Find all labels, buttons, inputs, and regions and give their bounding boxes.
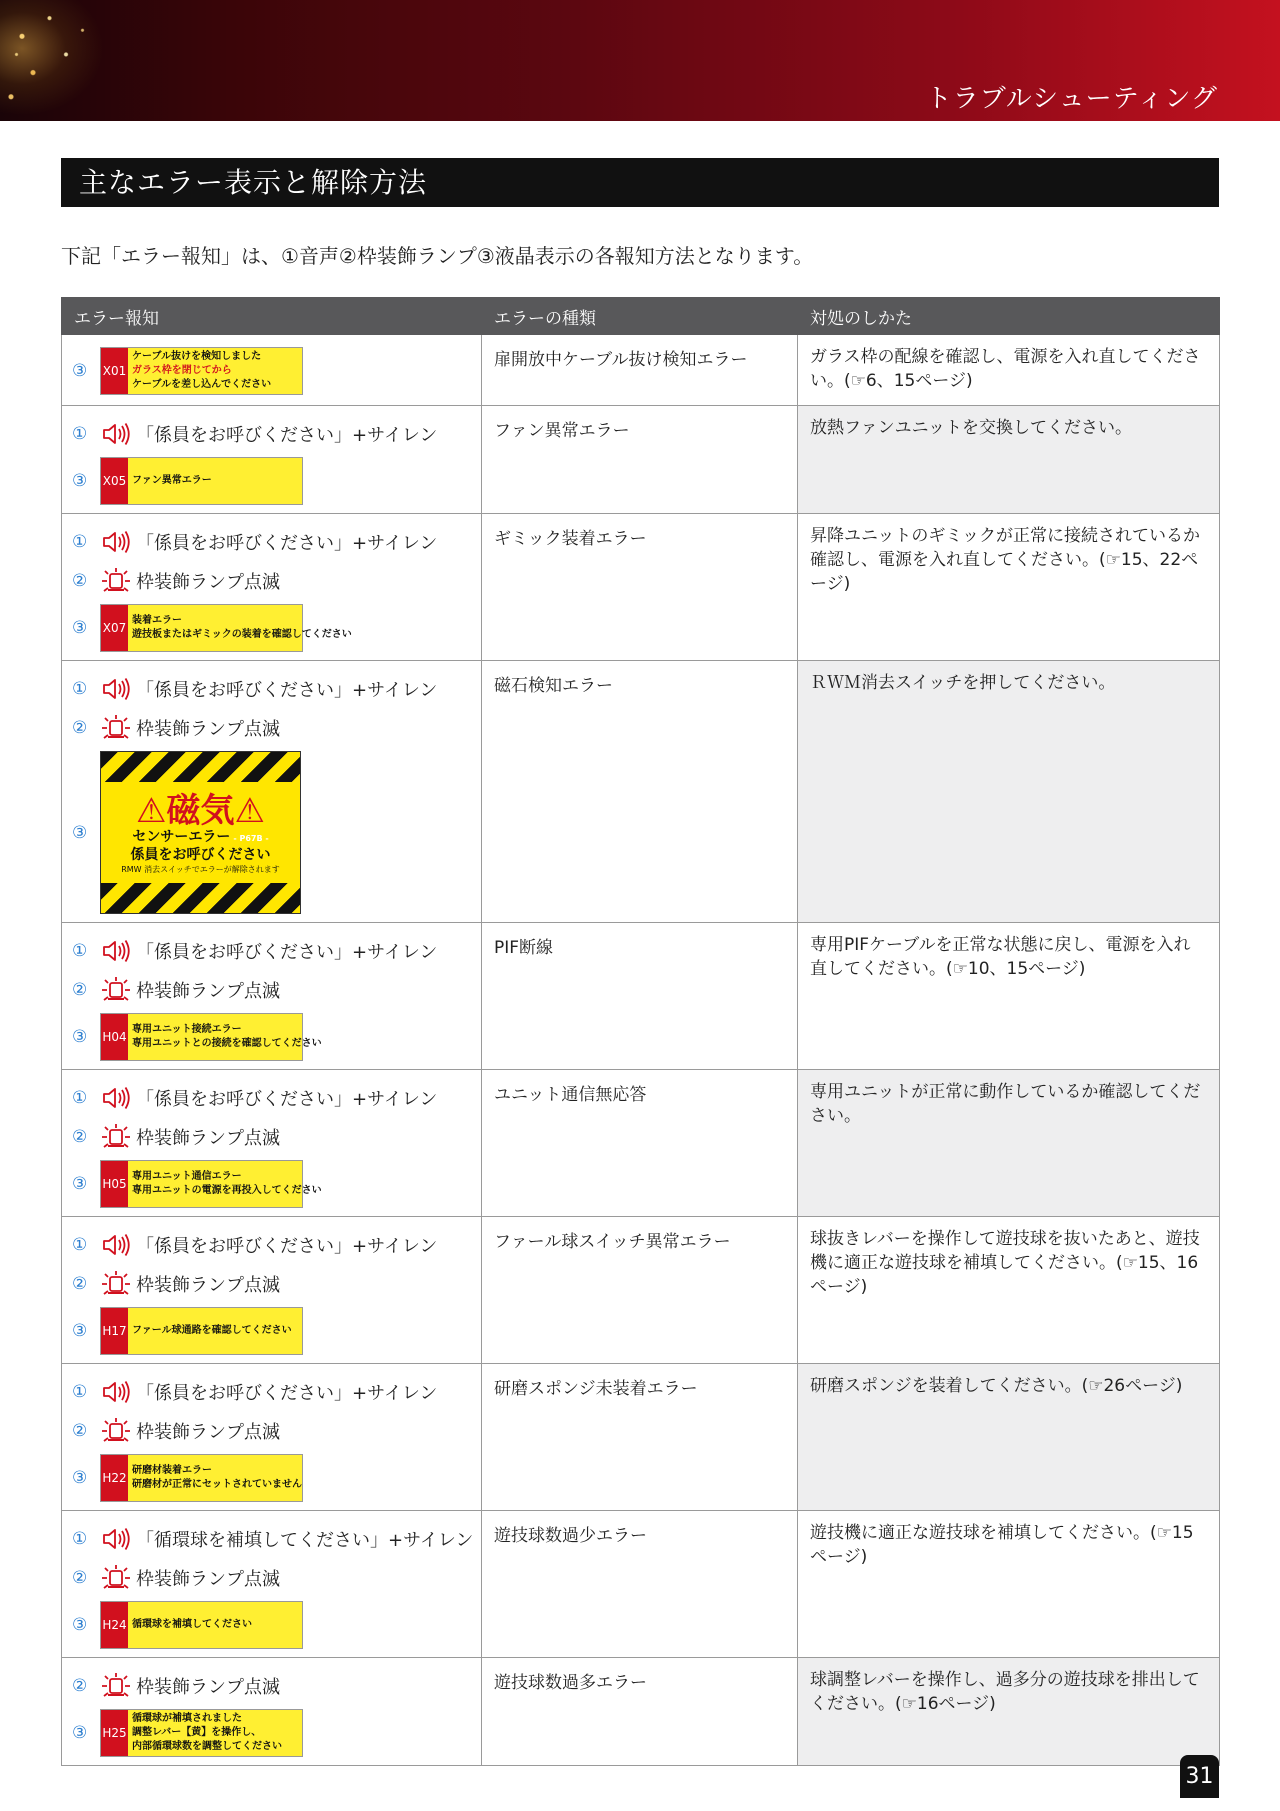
lcd-message-line: ガラス枠を閉じてから bbox=[132, 365, 232, 376]
lamp-text: 枠装飾ランプ点滅 bbox=[136, 980, 280, 1002]
lamp-notice bbox=[72, 970, 473, 1009]
magnet-subtitle: センサーエラー bbox=[132, 828, 231, 845]
lcd-error-display bbox=[100, 1307, 303, 1355]
lcd-message-line: 内部循環球数を調整してください bbox=[132, 1741, 282, 1752]
notice-number: ② bbox=[72, 1273, 88, 1294]
notice-number: ③ bbox=[72, 1321, 88, 1341]
notice-number: ① bbox=[72, 1087, 88, 1108]
lcd-notice bbox=[72, 1160, 473, 1208]
lcd-message-line: 専用ユニットの電源を再投入してください bbox=[132, 1185, 322, 1196]
notice-number: ① bbox=[72, 940, 88, 961]
section-title: 主なエラー表示と解除方法 bbox=[61, 158, 1219, 207]
lcd-message-line: ファール球通路を確認してください bbox=[132, 1325, 292, 1336]
magnet-code-tag: - P67B - bbox=[233, 833, 269, 843]
lcd-message bbox=[128, 458, 302, 504]
lamp-text: 枠装飾ランプ点滅 bbox=[136, 1127, 280, 1149]
error-notice-cell bbox=[62, 923, 482, 1070]
notice-number: ① bbox=[72, 1234, 88, 1255]
speaker-icon bbox=[100, 420, 132, 448]
lamp-notice bbox=[72, 1411, 473, 1450]
lcd-message bbox=[128, 1602, 302, 1648]
magnet-sensor-line bbox=[132, 829, 268, 847]
lamp-text: 枠装飾ランプ点滅 bbox=[136, 1274, 280, 1296]
lcd-error-display bbox=[100, 1709, 303, 1757]
error-action-cell: 専用PIFケーブルを正常な状態に戻し、電源を入れ直してください。(☞10、15ページ) bbox=[798, 923, 1220, 1070]
error-type-cell: 遊技球数過多エラー bbox=[482, 1658, 798, 1766]
error-code: H22 bbox=[101, 1455, 128, 1501]
lamp-text: 枠装飾ランプ点滅 bbox=[136, 571, 280, 593]
lcd-error-display bbox=[100, 347, 303, 395]
error-type-cell: ユニット通信無応答 bbox=[482, 1070, 798, 1217]
notice-number: ① bbox=[72, 678, 88, 699]
notice-number: ③ bbox=[72, 1174, 88, 1194]
magnet-call-staff: 係員をお呼びください bbox=[130, 846, 271, 863]
error-type-cell: ファール球スイッチ異常エラー bbox=[482, 1217, 798, 1364]
sound-text: 「係員をお呼びください」+サイレン bbox=[136, 679, 438, 701]
notice-number: ② bbox=[72, 1675, 88, 1696]
notice-number: ③ bbox=[72, 1615, 88, 1635]
error-notice-cell bbox=[62, 1658, 482, 1766]
error-notice-cell bbox=[62, 514, 482, 661]
error-action-cell: 球調整レバーを操作し、過多分の遊技球を排出してください。(☞16ページ) bbox=[798, 1658, 1220, 1766]
sound-notice bbox=[72, 931, 473, 970]
lamp-notice bbox=[72, 1558, 473, 1597]
notice-number: ② bbox=[72, 570, 88, 591]
error-type-cell: ファン異常エラー bbox=[482, 406, 798, 514]
lamp-text: 枠装飾ランプ点滅 bbox=[136, 1568, 280, 1590]
column-header: エラーの種類 bbox=[482, 298, 798, 335]
table-row bbox=[62, 1217, 1220, 1364]
table-header-row bbox=[62, 298, 1220, 335]
lcd-notice bbox=[72, 604, 473, 652]
lamp-text: 枠装飾ランプ点滅 bbox=[136, 1421, 280, 1443]
lcd-message-line: 循環球を補填してください bbox=[132, 1619, 252, 1630]
lcd-notice bbox=[72, 347, 473, 395]
lcd-message bbox=[128, 1014, 326, 1060]
speaker-icon bbox=[100, 1084, 132, 1112]
flashing-lamp-icon bbox=[100, 1564, 132, 1592]
lcd-message-line: 研磨材装着エラー bbox=[132, 1465, 212, 1476]
lcd-notice bbox=[72, 1454, 473, 1502]
lcd-error-display bbox=[100, 1013, 322, 1061]
lcd-notice bbox=[72, 751, 473, 914]
error-action-cell: 放熱ファンユニットを交換してください。 bbox=[798, 406, 1220, 514]
lcd-message bbox=[128, 1308, 302, 1354]
lcd-error-display bbox=[100, 604, 352, 652]
table-row bbox=[62, 1364, 1220, 1511]
table-row bbox=[62, 406, 1220, 514]
error-notice-cell bbox=[62, 1511, 482, 1658]
lamp-text: 枠装飾ランプ点滅 bbox=[136, 1676, 280, 1698]
lcd-notice bbox=[72, 1307, 473, 1355]
error-action-cell: ＲＷＭ消去スイッチを押してください。 bbox=[798, 661, 1220, 923]
column-header: 対処のしかた bbox=[798, 298, 1220, 335]
notice-number: ① bbox=[72, 1381, 88, 1402]
lcd-message-line: 専用ユニット通信エラー bbox=[132, 1171, 242, 1182]
notice-number: ② bbox=[72, 1567, 88, 1588]
header-banner bbox=[0, 0, 1280, 121]
speaker-icon bbox=[100, 528, 132, 556]
lcd-message bbox=[128, 348, 302, 394]
sound-text: 「係員をお呼びください」+サイレン bbox=[136, 532, 438, 554]
lcd-message-line: 専用ユニット接続エラー bbox=[132, 1024, 242, 1035]
sound-notice bbox=[72, 414, 473, 453]
lcd-error-display bbox=[100, 1454, 303, 1502]
lcd-message bbox=[128, 1161, 326, 1207]
lcd-message bbox=[128, 605, 356, 651]
flashing-lamp-icon bbox=[100, 976, 132, 1004]
sound-notice bbox=[72, 669, 473, 708]
lcd-message-line: ファン異常エラー bbox=[132, 475, 212, 486]
table-row bbox=[62, 923, 1220, 1070]
error-code: H25 bbox=[101, 1710, 128, 1756]
error-type-cell: 磁石検知エラー bbox=[482, 661, 798, 923]
error-action-cell: 遊技機に適正な遊技球を補填してください。(☞15ページ) bbox=[798, 1511, 1220, 1658]
sound-text: 「係員をお呼びください」+サイレン bbox=[136, 424, 438, 446]
sound-notice bbox=[72, 522, 473, 561]
notice-number: ③ bbox=[72, 471, 88, 491]
lcd-message-line: 専用ユニットとの接続を確認してください bbox=[132, 1038, 322, 1049]
notice-number: ③ bbox=[72, 1468, 88, 1488]
sound-notice bbox=[72, 1519, 473, 1558]
error-notice-cell bbox=[62, 406, 482, 514]
magnet-note: RMW 消去スイッチでエラーが解除されます bbox=[121, 864, 280, 874]
table-row bbox=[62, 514, 1220, 661]
error-code: H05 bbox=[101, 1161, 128, 1207]
error-notice-cell bbox=[62, 1364, 482, 1511]
sound-text: 「係員をお呼びください」+サイレン bbox=[136, 1235, 438, 1257]
flashing-lamp-icon bbox=[100, 567, 132, 595]
notice-number: ② bbox=[72, 979, 88, 1000]
error-code: H24 bbox=[101, 1602, 128, 1648]
error-type-cell: 研磨スポンジ未装着エラー bbox=[482, 1364, 798, 1511]
speaker-icon bbox=[100, 1525, 132, 1553]
lcd-message-line: ケーブルを差し込んでください bbox=[132, 379, 272, 390]
lcd-error-display bbox=[100, 1160, 322, 1208]
notice-number: ③ bbox=[72, 822, 88, 843]
speaker-icon bbox=[100, 1231, 132, 1259]
lcd-error-display bbox=[100, 457, 303, 505]
notice-number: ③ bbox=[72, 618, 88, 638]
notice-number: ① bbox=[72, 423, 88, 444]
sound-notice bbox=[72, 1225, 473, 1264]
page-number: 31 bbox=[1180, 1755, 1219, 1798]
sound-text: 「係員をお呼びください」+サイレン bbox=[136, 941, 438, 963]
flashing-lamp-icon bbox=[100, 1417, 132, 1445]
error-code: X05 bbox=[101, 458, 128, 504]
notice-number: ③ bbox=[72, 1723, 88, 1743]
notice-number: ② bbox=[72, 717, 88, 738]
gold-sparkle-decoration bbox=[0, 0, 110, 121]
speaker-icon bbox=[100, 675, 132, 703]
lcd-message bbox=[128, 1710, 302, 1756]
lamp-notice bbox=[72, 708, 473, 747]
sound-notice bbox=[72, 1372, 473, 1411]
error-notice-cell bbox=[62, 661, 482, 923]
hazard-stripe bbox=[101, 752, 300, 782]
header-title: トラブルシューティング bbox=[925, 84, 1218, 114]
magnet-warning-display bbox=[100, 751, 301, 914]
table-row bbox=[62, 1511, 1220, 1658]
lamp-notice bbox=[72, 1117, 473, 1156]
column-header: エラー報知 bbox=[62, 298, 482, 335]
lcd-message-line: 遊技板またはギミックの装着を確認してください bbox=[132, 629, 352, 640]
lcd-message-line: 装着エラー bbox=[132, 615, 182, 626]
lamp-notice bbox=[72, 1264, 473, 1303]
table-row bbox=[62, 1658, 1220, 1766]
error-action-cell: ガラス枠の配線を確認し、電源を入れ直してください。(☞6、15ページ) bbox=[798, 335, 1220, 406]
error-type-cell: ギミック装着エラー bbox=[482, 514, 798, 661]
flashing-lamp-icon bbox=[100, 714, 132, 742]
lcd-notice bbox=[72, 1013, 473, 1061]
error-action-cell: 専用ユニットが正常に動作しているか確認してください。 bbox=[798, 1070, 1220, 1217]
lcd-message-line: 調整レバー【黄】を操作し、 bbox=[132, 1727, 262, 1738]
notice-number: ① bbox=[72, 1528, 88, 1549]
error-table bbox=[61, 297, 1220, 1766]
lcd-error-display bbox=[100, 1601, 303, 1649]
lcd-message-line: 循環球が補填されました bbox=[132, 1713, 242, 1724]
table-row bbox=[62, 661, 1220, 923]
sound-notice bbox=[72, 1078, 473, 1117]
lcd-message bbox=[128, 1455, 306, 1501]
notice-number: ② bbox=[72, 1420, 88, 1441]
flashing-lamp-icon bbox=[100, 1672, 132, 1700]
speaker-icon bbox=[100, 937, 132, 965]
error-action-cell: 球抜きレバーを操作して遊技球を抜いたあと、遊技機に適正な遊技球を補填してください。(☞15、16ページ) bbox=[798, 1217, 1220, 1364]
lcd-message-line: 研磨材が正常にセットされていません bbox=[132, 1479, 302, 1490]
error-type-cell: 扉開放中ケーブル抜け検知エラー bbox=[482, 335, 798, 406]
error-notice-cell bbox=[62, 335, 482, 406]
notice-number: ③ bbox=[72, 361, 88, 381]
lcd-notice bbox=[72, 1709, 473, 1757]
error-action-cell: 研磨スポンジを装着してください。(☞26ページ) bbox=[798, 1364, 1220, 1511]
error-notice-cell bbox=[62, 1217, 482, 1364]
intro-text: 下記「エラー報知」は、①音声②枠装飾ランプ③液晶表示の各報知方法となります。 bbox=[61, 244, 814, 268]
table-row bbox=[62, 335, 1220, 406]
magnet-warning-body bbox=[101, 786, 300, 881]
notice-number: ③ bbox=[72, 1027, 88, 1047]
speaker-icon bbox=[100, 1378, 132, 1406]
sound-text: 「循環球を補填してください」+サイレン bbox=[136, 1529, 474, 1551]
lcd-notice bbox=[72, 457, 473, 505]
sound-text: 「係員をお呼びください」+サイレン bbox=[136, 1088, 438, 1110]
sound-text: 「係員をお呼びください」+サイレン bbox=[136, 1382, 438, 1404]
error-notice-cell bbox=[62, 1070, 482, 1217]
error-action-cell: 昇降ユニットのギミックが正常に接続されているか確認し、電源を入れ直してください。(☞15、22ページ) bbox=[798, 514, 1220, 661]
lcd-notice bbox=[72, 1601, 473, 1649]
error-code: H04 bbox=[101, 1014, 128, 1060]
error-type-cell: PIF断線 bbox=[482, 923, 798, 1070]
notice-number: ② bbox=[72, 1126, 88, 1147]
hazard-stripe bbox=[101, 883, 300, 913]
lamp-notice bbox=[72, 1666, 473, 1705]
lamp-notice bbox=[72, 561, 473, 600]
notice-number: ① bbox=[72, 531, 88, 552]
table-row bbox=[62, 1070, 1220, 1217]
flashing-lamp-icon bbox=[100, 1123, 132, 1151]
error-type-cell: 遊技球数過少エラー bbox=[482, 1511, 798, 1658]
lcd-message-line: ケーブル抜けを検知しました bbox=[132, 351, 262, 362]
error-code: H17 bbox=[101, 1308, 128, 1354]
error-code: X07 bbox=[101, 605, 128, 651]
magnet-title: ⚠磁気⚠ bbox=[136, 790, 265, 831]
error-code: X01 bbox=[101, 348, 128, 394]
lamp-text: 枠装飾ランプ点滅 bbox=[136, 718, 280, 740]
flashing-lamp-icon bbox=[100, 1270, 132, 1298]
